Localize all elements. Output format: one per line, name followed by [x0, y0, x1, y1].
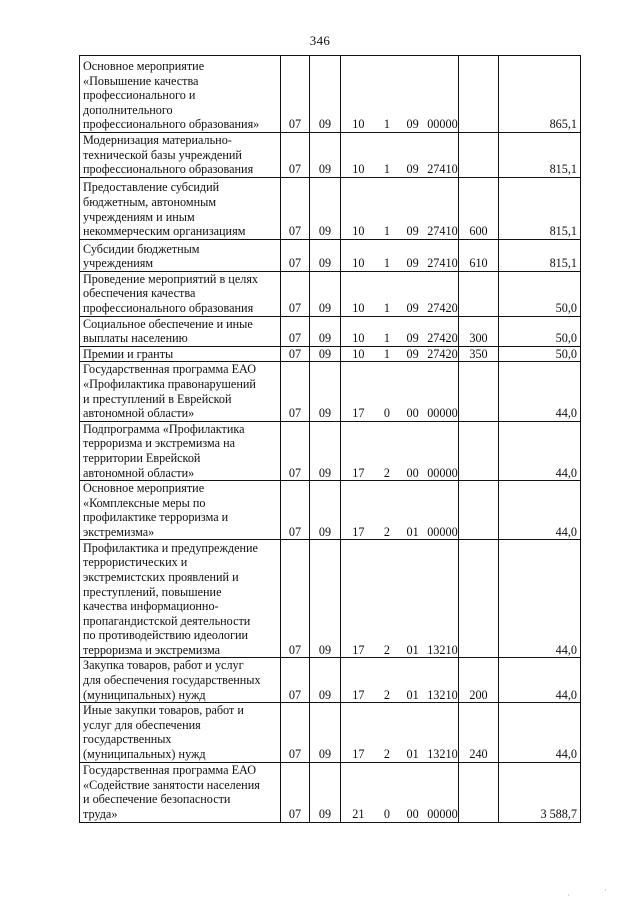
- program-code: 17: [352, 642, 365, 657]
- row-name: Государственная программа ЕАО «Содействие занятости населения и обеспечение безопасности труда»: [80, 762, 281, 822]
- subsection-code: 09: [310, 481, 341, 540]
- row-name: Профилактика и предупреждение террористических и экстремистских проявлений и преступлений, повышение качества информационно- пропагандистской деятельности по противодействию идеологии терроризма и экстремизма: [80, 540, 281, 658]
- expense-type-code: [459, 56, 499, 133]
- expense-type-code: 610: [459, 239, 499, 271]
- table-row: [80, 362, 581, 421]
- direction-code: 13210: [427, 642, 458, 657]
- direction-code: 00000: [427, 406, 458, 421]
- amount-value: 50,0: [499, 271, 581, 316]
- event-code: 09: [406, 256, 419, 271]
- target-article-code: [341, 703, 459, 762]
- subprogram-code: 2: [383, 465, 390, 480]
- amount-value: 44,0: [499, 540, 581, 658]
- program-code: 10: [352, 331, 365, 346]
- amount-value: 44,0: [499, 362, 581, 421]
- subsection-code: 09: [310, 271, 341, 316]
- table-row: [80, 346, 581, 362]
- table-row: [80, 658, 581, 703]
- section-code: 07: [281, 481, 310, 540]
- direction-code: 00000: [427, 465, 458, 480]
- row-name: Субсидии бюджетным учреждениям: [80, 239, 281, 271]
- amount-value: 3 588,7: [499, 762, 581, 822]
- direction-code: 27410: [427, 162, 458, 177]
- event-code: 09: [406, 346, 419, 361]
- event-code: 09: [406, 300, 419, 315]
- subprogram-code: 2: [383, 524, 390, 539]
- subsection-code: 09: [310, 56, 341, 133]
- subprogram-code: 1: [383, 346, 390, 361]
- program-code: 10: [352, 300, 365, 315]
- expense-type-code: [459, 421, 499, 480]
- subprogram-code: 0: [383, 406, 390, 421]
- direction-code: 27420: [427, 346, 458, 361]
- subsection-code: 09: [310, 177, 341, 239]
- expense-type-code: 300: [459, 316, 499, 346]
- expense-type-code: 350: [459, 346, 499, 362]
- event-code: 01: [406, 747, 419, 762]
- subsection-code: 09: [310, 658, 341, 703]
- direction-code: 13210: [427, 687, 458, 702]
- section-code: 07: [281, 362, 310, 421]
- subsection-code: 09: [310, 133, 341, 178]
- budget-table: [79, 55, 581, 823]
- amount-value: 815,1: [499, 239, 581, 271]
- direction-code: 27420: [427, 300, 458, 315]
- direction-code: 00000: [427, 117, 458, 132]
- row-name: Премии и гранты: [80, 346, 281, 362]
- target-article-code: [341, 239, 459, 271]
- subsection-code: 09: [310, 540, 341, 658]
- target-article-code: [341, 177, 459, 239]
- section-code: 07: [281, 346, 310, 362]
- amount-value: 815,1: [499, 133, 581, 178]
- target-article-code: [341, 540, 459, 658]
- program-code: 10: [352, 224, 365, 239]
- target-article-code: [341, 56, 459, 133]
- budget-table-body: [80, 56, 581, 823]
- expense-type-code: 600: [459, 177, 499, 239]
- section-code: 07: [281, 133, 310, 178]
- program-code: 21: [352, 807, 365, 822]
- subprogram-code: 1: [383, 256, 390, 271]
- event-code: 09: [406, 117, 419, 132]
- subprogram-code: 1: [383, 224, 390, 239]
- direction-code: 13210: [427, 747, 458, 762]
- scan-mark: ·: [604, 886, 607, 895]
- row-name: Государственная программа ЕАО «Профилактика правонарушений и преступлений в Еврейской автономной области»: [80, 362, 281, 421]
- program-code: 17: [352, 465, 365, 480]
- subprogram-code: 2: [383, 687, 390, 702]
- table-row: [80, 271, 581, 316]
- subprogram-code: 2: [383, 747, 390, 762]
- program-code: 17: [352, 406, 365, 421]
- row-name: Модернизация материально- технической базы учреждений профессионального образования: [80, 133, 281, 178]
- subprogram-code: 1: [383, 162, 390, 177]
- program-code: 10: [352, 346, 365, 361]
- program-code: 17: [352, 687, 365, 702]
- direction-code: 00000: [427, 807, 458, 822]
- expense-type-code: [459, 762, 499, 822]
- row-name: Подпрограмма «Профилактика терроризма и экстремизма на территории Еврейской автономной области»: [80, 421, 281, 480]
- event-code: 00: [406, 465, 419, 480]
- target-article-code: [341, 316, 459, 346]
- table-row: [80, 316, 581, 346]
- table-row: [80, 56, 581, 133]
- target-article-code: [341, 271, 459, 316]
- event-code: 00: [406, 807, 419, 822]
- section-code: 07: [281, 421, 310, 480]
- subprogram-code: 2: [383, 642, 390, 657]
- subsection-code: 09: [310, 316, 341, 346]
- subsection-code: 09: [310, 421, 341, 480]
- direction-code: 00000: [427, 524, 458, 539]
- expense-type-code: 200: [459, 658, 499, 703]
- target-article-code: [341, 346, 459, 362]
- amount-value: 44,0: [499, 658, 581, 703]
- table-row: [80, 481, 581, 540]
- row-name: Основное мероприятие «Комплексные меры по профилактике терроризма и экстремизма»: [80, 481, 281, 540]
- page-number: 346: [309, 33, 331, 48]
- table-row: [80, 177, 581, 239]
- amount-value: 865,1: [499, 56, 581, 133]
- section-code: 07: [281, 762, 310, 822]
- expense-type-code: [459, 362, 499, 421]
- program-code: 10: [352, 162, 365, 177]
- row-name: Проведение мероприятий в целях обеспечения качества профессионального образования: [80, 271, 281, 316]
- direction-code: 27410: [427, 256, 458, 271]
- row-name: Предоставление субсидий бюджетным, автономным учреждениям и иным некоммерческим организациям: [80, 177, 281, 239]
- amount-value: 44,0: [499, 421, 581, 480]
- target-article-code: [341, 481, 459, 540]
- event-code: 09: [406, 162, 419, 177]
- section-code: 07: [281, 316, 310, 346]
- amount-value: 44,0: [499, 481, 581, 540]
- section-code: 07: [281, 540, 310, 658]
- subprogram-code: 1: [383, 331, 390, 346]
- section-code: 07: [281, 56, 310, 133]
- program-code: 17: [352, 524, 365, 539]
- amount-value: 50,0: [499, 346, 581, 362]
- subsection-code: 09: [310, 239, 341, 271]
- subsection-code: 09: [310, 346, 341, 362]
- target-article-code: [341, 658, 459, 703]
- expense-type-code: 240: [459, 703, 499, 762]
- section-code: 07: [281, 239, 310, 271]
- row-name: Иные закупки товаров, работ и услуг для обеспечения государственных (муниципальных) нужд: [80, 703, 281, 762]
- expense-type-code: [459, 540, 499, 658]
- expense-type-code: [459, 271, 499, 316]
- subsection-code: 09: [310, 762, 341, 822]
- section-code: 07: [281, 177, 310, 239]
- event-code: 01: [406, 524, 419, 539]
- amount-value: 815,1: [499, 177, 581, 239]
- direction-code: 27410: [427, 224, 458, 239]
- subprogram-code: 0: [383, 807, 390, 822]
- subprogram-code: 1: [383, 300, 390, 315]
- table-row: [80, 239, 581, 271]
- subprogram-code: 1: [383, 117, 390, 132]
- table-row: [80, 421, 581, 480]
- section-code: 07: [281, 703, 310, 762]
- table-row: [80, 762, 581, 822]
- amount-value: 44,0: [499, 703, 581, 762]
- event-code: 01: [406, 687, 419, 702]
- scan-mark: ·: [567, 891, 570, 900]
- event-code: 01: [406, 642, 419, 657]
- target-article-code: [341, 133, 459, 178]
- subsection-code: 09: [310, 362, 341, 421]
- row-name: Основное мероприятие «Повышение качества профессионального и дополнительного профессионального образования»: [80, 56, 281, 133]
- row-name: Социальное обеспечение и иные выплаты населению: [80, 316, 281, 346]
- section-code: 07: [281, 271, 310, 316]
- section-code: 07: [281, 658, 310, 703]
- event-code: 09: [406, 331, 419, 346]
- program-code: 10: [352, 117, 365, 132]
- table-row: [80, 703, 581, 762]
- expense-type-code: [459, 133, 499, 178]
- direction-code: 27420: [427, 331, 458, 346]
- table-row: [80, 540, 581, 658]
- target-article-code: [341, 762, 459, 822]
- row-name: Закупка товаров, работ и услуг для обеспечения государственных (муниципальных) нужд: [80, 658, 281, 703]
- table-row: [80, 133, 581, 178]
- event-code: 09: [406, 224, 419, 239]
- event-code: 00: [406, 406, 419, 421]
- program-code: 17: [352, 747, 365, 762]
- program-code: 10: [352, 256, 365, 271]
- target-article-code: [341, 421, 459, 480]
- expense-type-code: [459, 481, 499, 540]
- amount-value: 50,0: [499, 316, 581, 346]
- subsection-code: 09: [310, 703, 341, 762]
- target-article-code: [341, 362, 459, 421]
